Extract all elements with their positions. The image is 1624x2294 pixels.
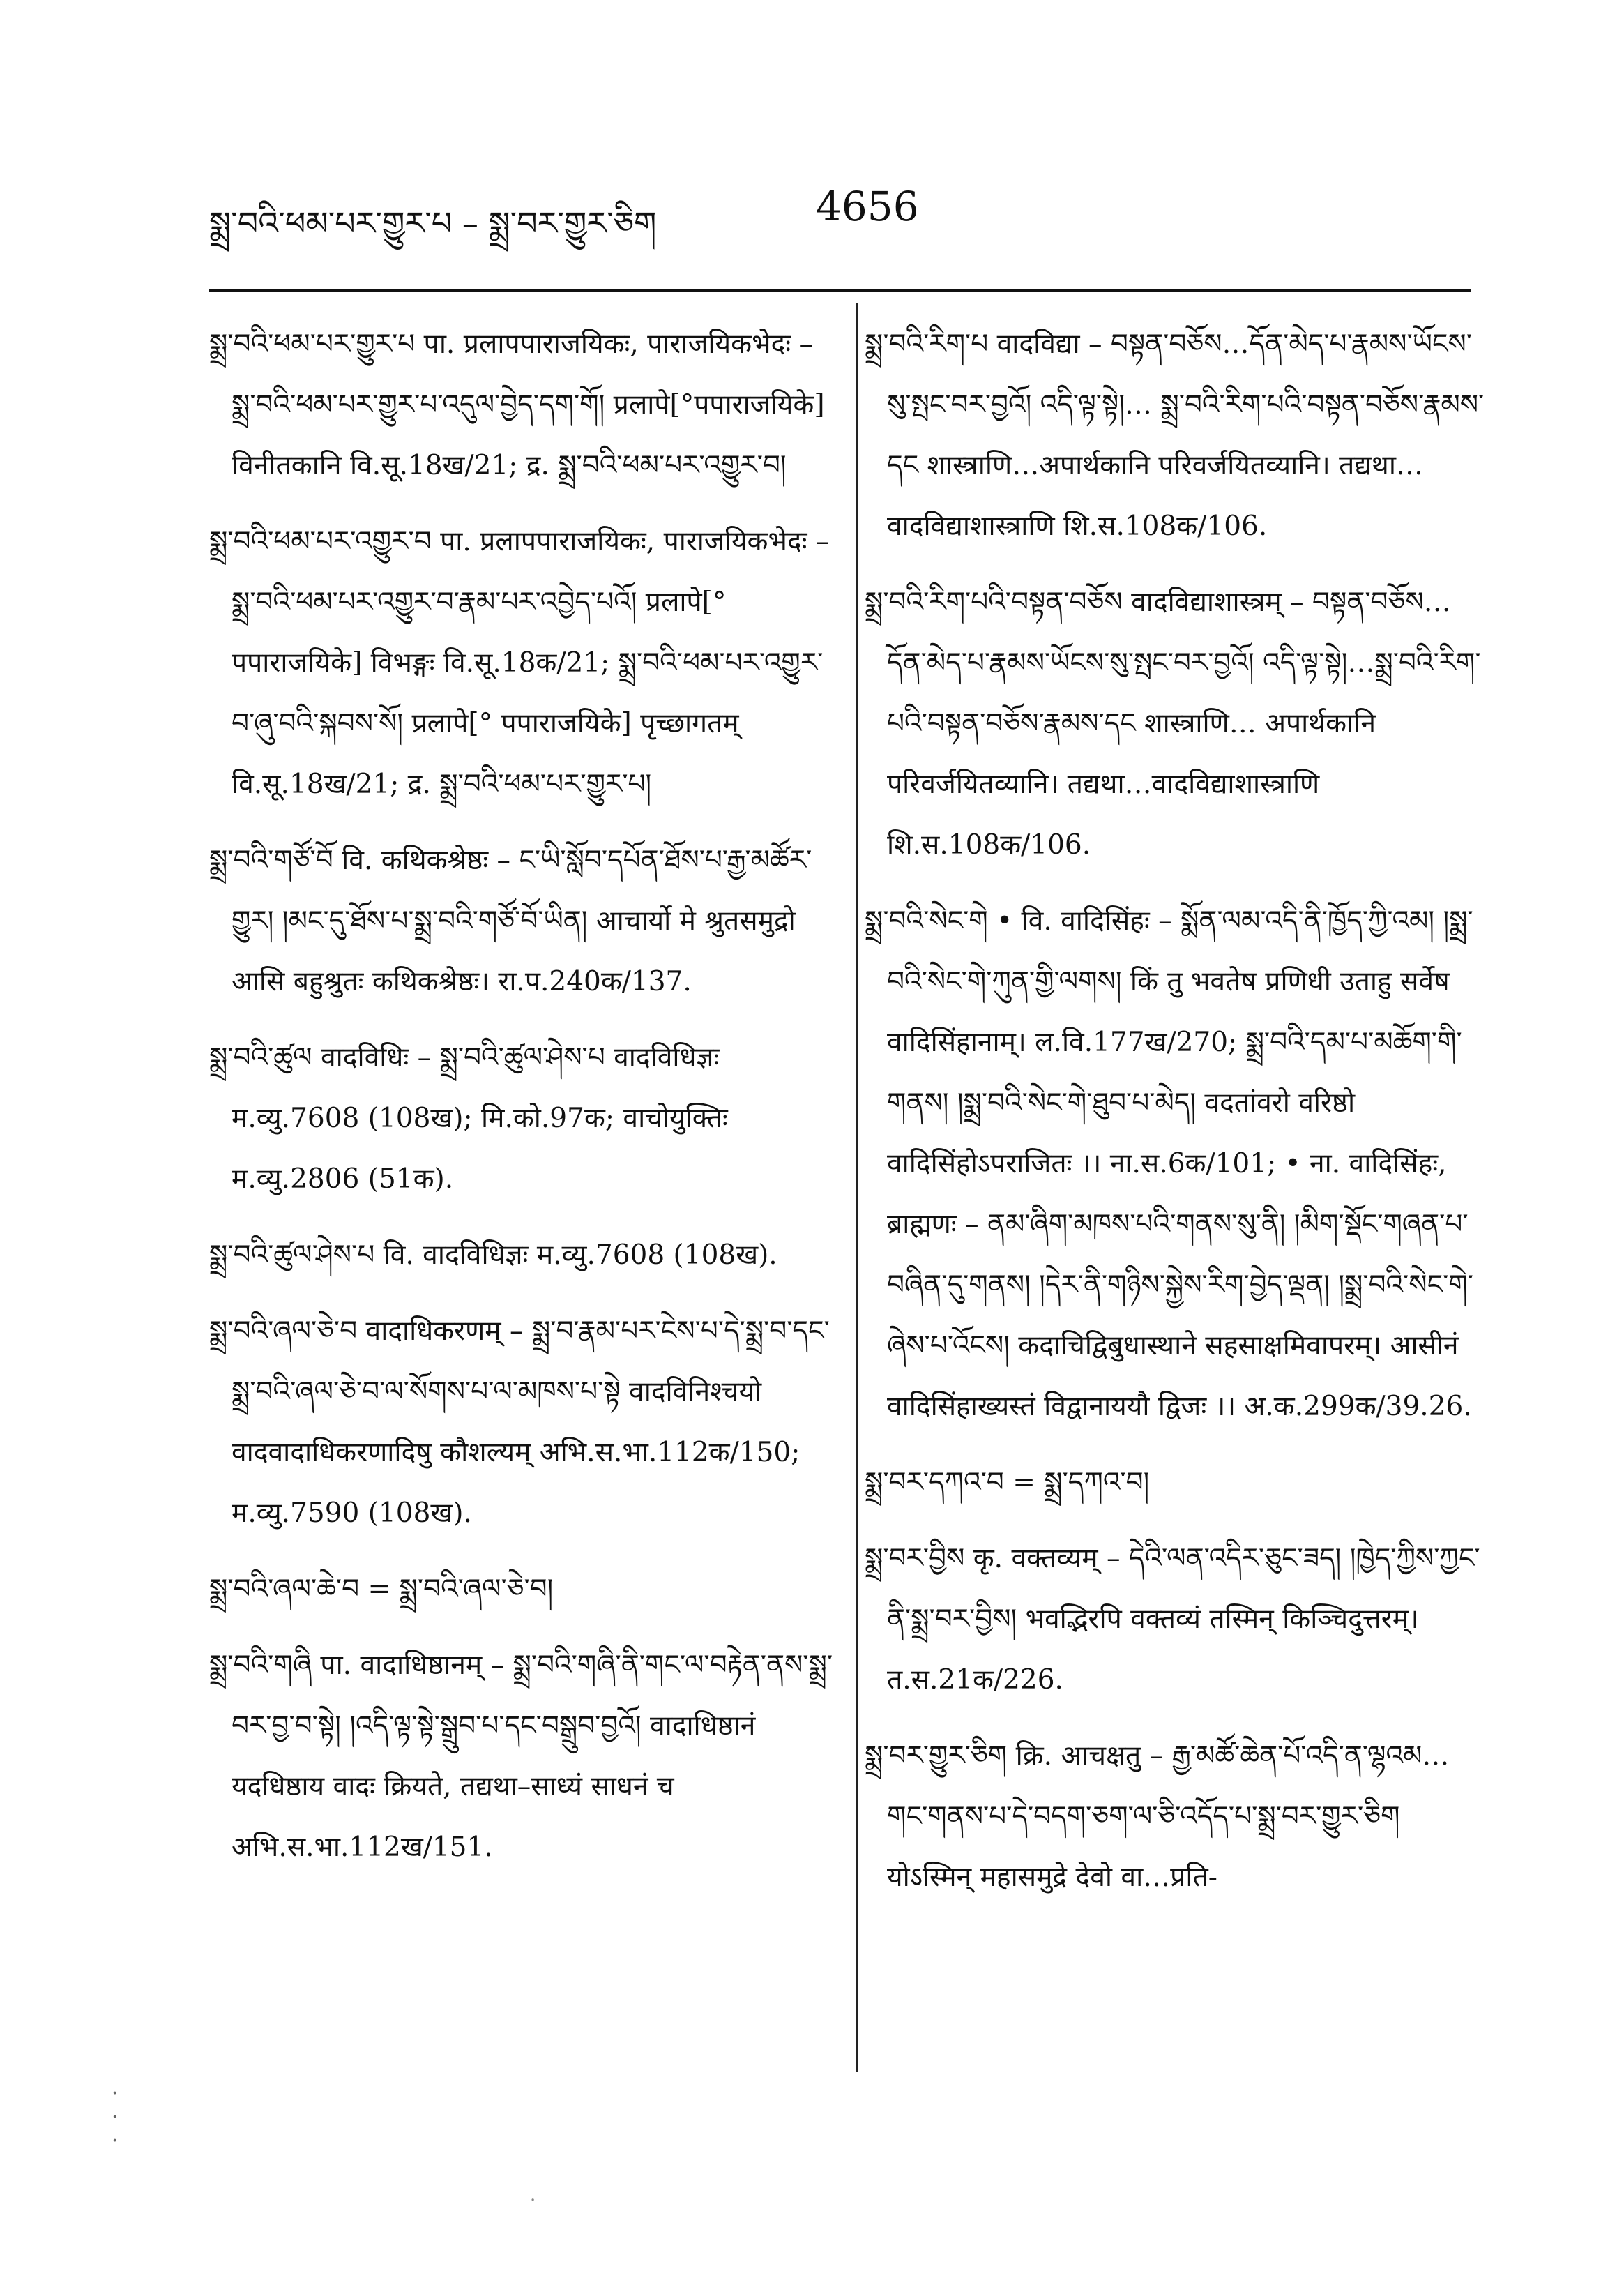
dictionary-entry: སྨྲ་བའི་རིག་པ वादविद्या – བསྟན་བཅོས…དོན་མེད་པ་རྣམས་ཡོངས་སུ་སྤང་བར་བྱའོ། འདི་ལྟ་སྟེ།… སྨྲ་བའི་རིག་པའི་བསྟན་བཅོས་རྣམས་དང शास्त्राणि…अपार्थकानि परिवर्जयितव्यानि। तद्यथा…वादविद्याशास्त्राणि शि.स.108क/106. [865, 329, 1485, 542]
scan-speck: · [530, 2190, 536, 2211]
running-head: སྨྲ་བའི་ཕམ་པར་གྱུར་པ – སྨྲ་བར་གྱུར་ཅིག [209, 204, 657, 242]
scan-speck: · · · [112, 2081, 119, 2153]
right-column [865, 314, 1489, 1923]
dictionary-entry: སྨྲ་བའི་ཚུལ वादविधिः – སྨྲ་བའི་ཚུལ་ཤེས་པ वादविधिज्ञः म.व्यु.7608 (108ख); मि.को.97क; वाचोयुक्तिः म.व्यु.2806 (51क). [209, 1042, 728, 1195]
left-column [209, 314, 833, 1893]
dictionary-entry: སྨྲ་བའི་རིག་པའི་བསྟན་བཅོས वादविद्याशास्त्रम् – བསྟན་བཅོས… དོན་མེད་པ་རྣམས་ཡོངས་སུ་སྤང་བར་བྱའོ། འདི་ལྟ་སྟེ།…སྨྲ་བའི་རིག་པའི་བསྟན་བཅོས་རྣམས་དང शास्त्राणि… अपार्थकानि परिवर्जयितव्यानि। तद्यथा…वादविद्याशास्त्राणि शि.स.108क/106. [865, 587, 1481, 861]
dictionary-entry: སྨྲ་བར་གྱུར་ཅིག क्रि. आचक्षतु – རྒྱ་མཚོ་ཆེན་པོ་འདི་ན་ལྷའམ…གང་གནས་པ་དེ་བདག་ཅག་ལ་ཅི་འདོད་པ་སྨྲ་བར་གྱུར་ཅིག योऽस्मिन् महासमुद्रे देवो वा…प्रति- [865, 1740, 1450, 1893]
dictionary-entry: སྨྲ་བའི་ཚུལ་ཤེས་པ वि. वादविधिज्ञः म.व्यु.7608 (108ख). [209, 1239, 777, 1271]
dictionary-entry: སྨྲ་བའི་ཞལ་ཅེ་བ वादाधिकरणम् – སྨྲ་བ་རྣམ་པར་ངེས་པ་དེ་སྨྲ་བ་དང་སྨྲ་བའི་ཞལ་ཅེ་བ་ལ་སོགས་པ་ལ་མཁས་པ་སྟེ वादविनिश्चयो वादवादाधिकरणादिषु कौशल्यम् अभि.स.भा.112क/150; म.व्यु.7590 (108ख). [209, 1315, 830, 1529]
dictionary-entry: སྨྲ་བའི་ཞལ་ཆེ་བ = སྨྲ་བའི་ཞལ་ཅེ་བ། [209, 1574, 554, 1605]
dictionary-entry: སྨྲ་བའི་སེང་གེ • वि. वादिसिंहः – སྨོན་ལམ་འདི་ནི་ཁྱོད་ཀྱི་འམ། །སྨྲ་བའི་སེང་གེ་ཀུན་གྱི་ལགས། किं तु भवतेष प्रणिधी उताहु सर्वेष वादिसिंहानाम्। ल.वि.177ख/270; སྨྲ་བའི་དམ་པ་མཆོག་གི་གནས། །སྨྲ་བའི་སེང་གེ་ཐུབ་པ་མེད། वदतांवरो वरिष्ठो वादिसिंहोऽपराजितः ।। ना.स.6क/101; • ना. वादिसिंहः, ब्राह्मणः – ནམ་ཞིག་མཁས་པའི་གནས་སུ་ནི། །མིག་སྡོང་གཞན་པ་བཞིན་དུ་གནས། །དེར་ནི་གཉིས་སྐྱེས་རིག་བྱེད་ལྡན། །སྨྲ་བའི་སེང་གེ་ཞེས་པ་འོངས། कदाचिद्विबुधास्थाने सहसाक्षमिवापरम्। आसीनं वादिसिंहाख्यस्तं विद्वानाययौ द्विजः ।। अ.क.299क/39.26. [865, 905, 1473, 1422]
dictionary-entry: སྨྲ་བར་དཀའ་བ = སྨྲ་དཀའ་བ། [865, 1467, 1150, 1498]
column-divider [856, 303, 858, 2072]
dictionary-entry: སྨྲ་བའི་གཞི पा. वादाधिष्ठानम् – སྨྲ་བའི་གཞི་ནི་གང་ལ་བརྟེན་ནས་སྨྲ་བར་བྱ་བ་སྟེ། །འདི་ལྟ་སྟེ་སྒྲུབ་པ་དང་བསྒྲུབ་བྱའོ། वादाधिष्ठानं यदधिष्ठाय वादः क्रियते, तद्यथा–साध्यं साधनं च अभि.स.भा.112ख/151. [209, 1650, 833, 1863]
dictionary-entry: སྨྲ་བའི་ཕམ་པར་གྱུར་པ पा. प्रलापपाराजयिकः, पाराजयिकभेदः – སྨྲ་བའི་ཕམ་པར་གྱུར་པ་འདུལ་བྱེད་དག་གོ། प्रलापे[°पपाराजयिके] विनीतकानि वि.सू.18ख/21; द्र. སྨྲ་བའི་ཕམ་པར་འགྱུར་བ། [209, 329, 825, 481]
page-number: 4656 [816, 183, 919, 230]
dictionary-entry: སྨྲ་བར་བྱིས कृ. वक्तव्यम् – དེའི་ལན་འདིར་ཅུང་ཟད། །ཁྱེད་ཀྱིས་ཀྱང་ནི་སྨྲ་བར་བྱིས། भवद्भिरपि वक्तव्यं तस्मिन् किञ्चिदुत्तरम्। त.स.21क/226. [865, 1543, 1480, 1696]
header-rule [209, 289, 1471, 292]
dictionary-entry: སྨྲ་བའི་ཕམ་པར་འགྱུར་བ पा. प्रलापपाराजयिकः, पाराजयिकभेदः – སྨྲ་བའི་ཕམ་པར་འགྱུར་བ་རྣམ་པར་འབྱེད་པའོ། प्रलापे[° पपाराजयिके] विभङ्गः वि.सू.18क/21; སྨྲ་བའི་ཕམ་པར་འགྱུར་བ་ཞུ་བའི་སྐབས་སོ། प्रलापे[° पपाराजयिके] पृच्छागतम् वि.सू.18ख/21; द्र. སྨྲ་བའི་ཕམ་པར་གྱུར་པ། [209, 526, 830, 800]
dictionary-entry: སྨྲ་བའི་གཙོ་བོ वि. कथिकश्रेष्ठः – ང་ཡི་སློབ་དཔོན་ཐོས་པ་རྒྱ་མཚོར་གྱུར། །མང་དུ་ཐོས་པ་སྨྲ་བའི་གཙོ་བོ་ཡིན། आचार्यो मे श्रुतसमुद्रो आसि बहुश्रुतः कथिकश्रेष्ठः। रा.प.240क/137. [209, 845, 812, 997]
